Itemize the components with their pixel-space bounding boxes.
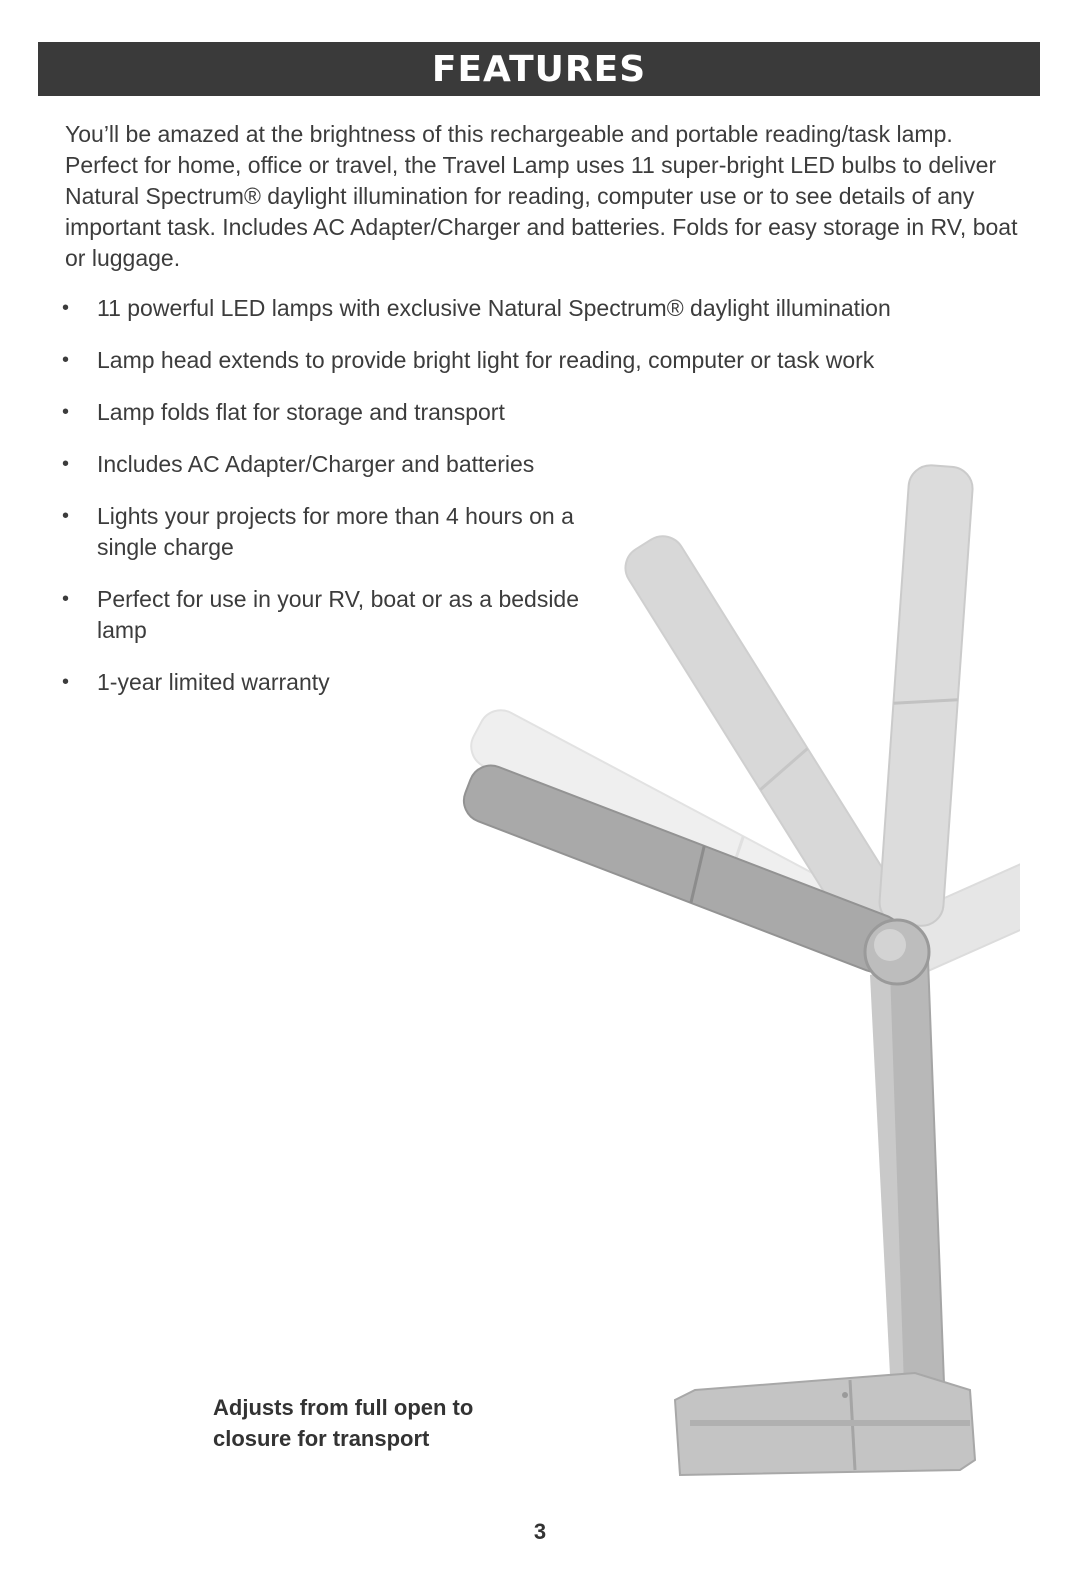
feature-text: Lamp folds flat for storage and transport: [97, 399, 505, 425]
lamp-pivot-highlight: [874, 929, 906, 961]
lamp-base: [675, 1373, 975, 1475]
bullet-icon: •: [62, 349, 70, 371]
bullet-icon: •: [62, 453, 70, 475]
feature-item: [62, 345, 992, 376]
feature-text: Perfect for use in your RV, boat or as a bedside lamp: [97, 586, 580, 643]
feature-text: Includes AC Adapter/Charger and batteries: [97, 451, 535, 477]
folding-lamp-illustration: [400, 455, 1020, 1490]
lamp-stem: [870, 960, 945, 1415]
feature-text: Lights your projects for more than 4 hours on a single charge: [97, 503, 574, 560]
feature-item: [62, 293, 992, 324]
bullet-icon: •: [62, 505, 70, 527]
bullet-icon: •: [62, 401, 70, 423]
feature-item: [62, 397, 992, 428]
bullet-icon: •: [62, 588, 70, 610]
page-title: FEATURES: [431, 48, 647, 90]
features-header-bar: [38, 42, 1040, 96]
feature-text: 11 powerful LED lamps with exclusive Natural Spectrum® daylight illumination: [97, 295, 891, 321]
bullet-icon: •: [62, 297, 70, 319]
intro-paragraph: You’ll be amazed at the brightness of this rechargeable and portable reading/task lamp. Perfect for home, office or travel, the Travel Lamp uses 11 super-bright LED bulbs to deliver Natural Spectrum® daylight illumination for reading, computer use or to see details of any important task. Includes AC Adapter/Charger and batteries. Folds for easy storage in RV, boat or luggage.: [65, 121, 1018, 271]
bullet-icon: •: [62, 671, 70, 693]
figure-caption: Adjusts from full open to closure for transport: [213, 1395, 474, 1451]
feature-text: 1-year limited warranty: [97, 669, 330, 695]
page-number: 3: [533, 1519, 547, 1544]
feature-text: Lamp head extends to provide bright light for reading, computer or task work: [97, 347, 875, 373]
lamp-arm-vertical-ghost: [878, 464, 974, 927]
